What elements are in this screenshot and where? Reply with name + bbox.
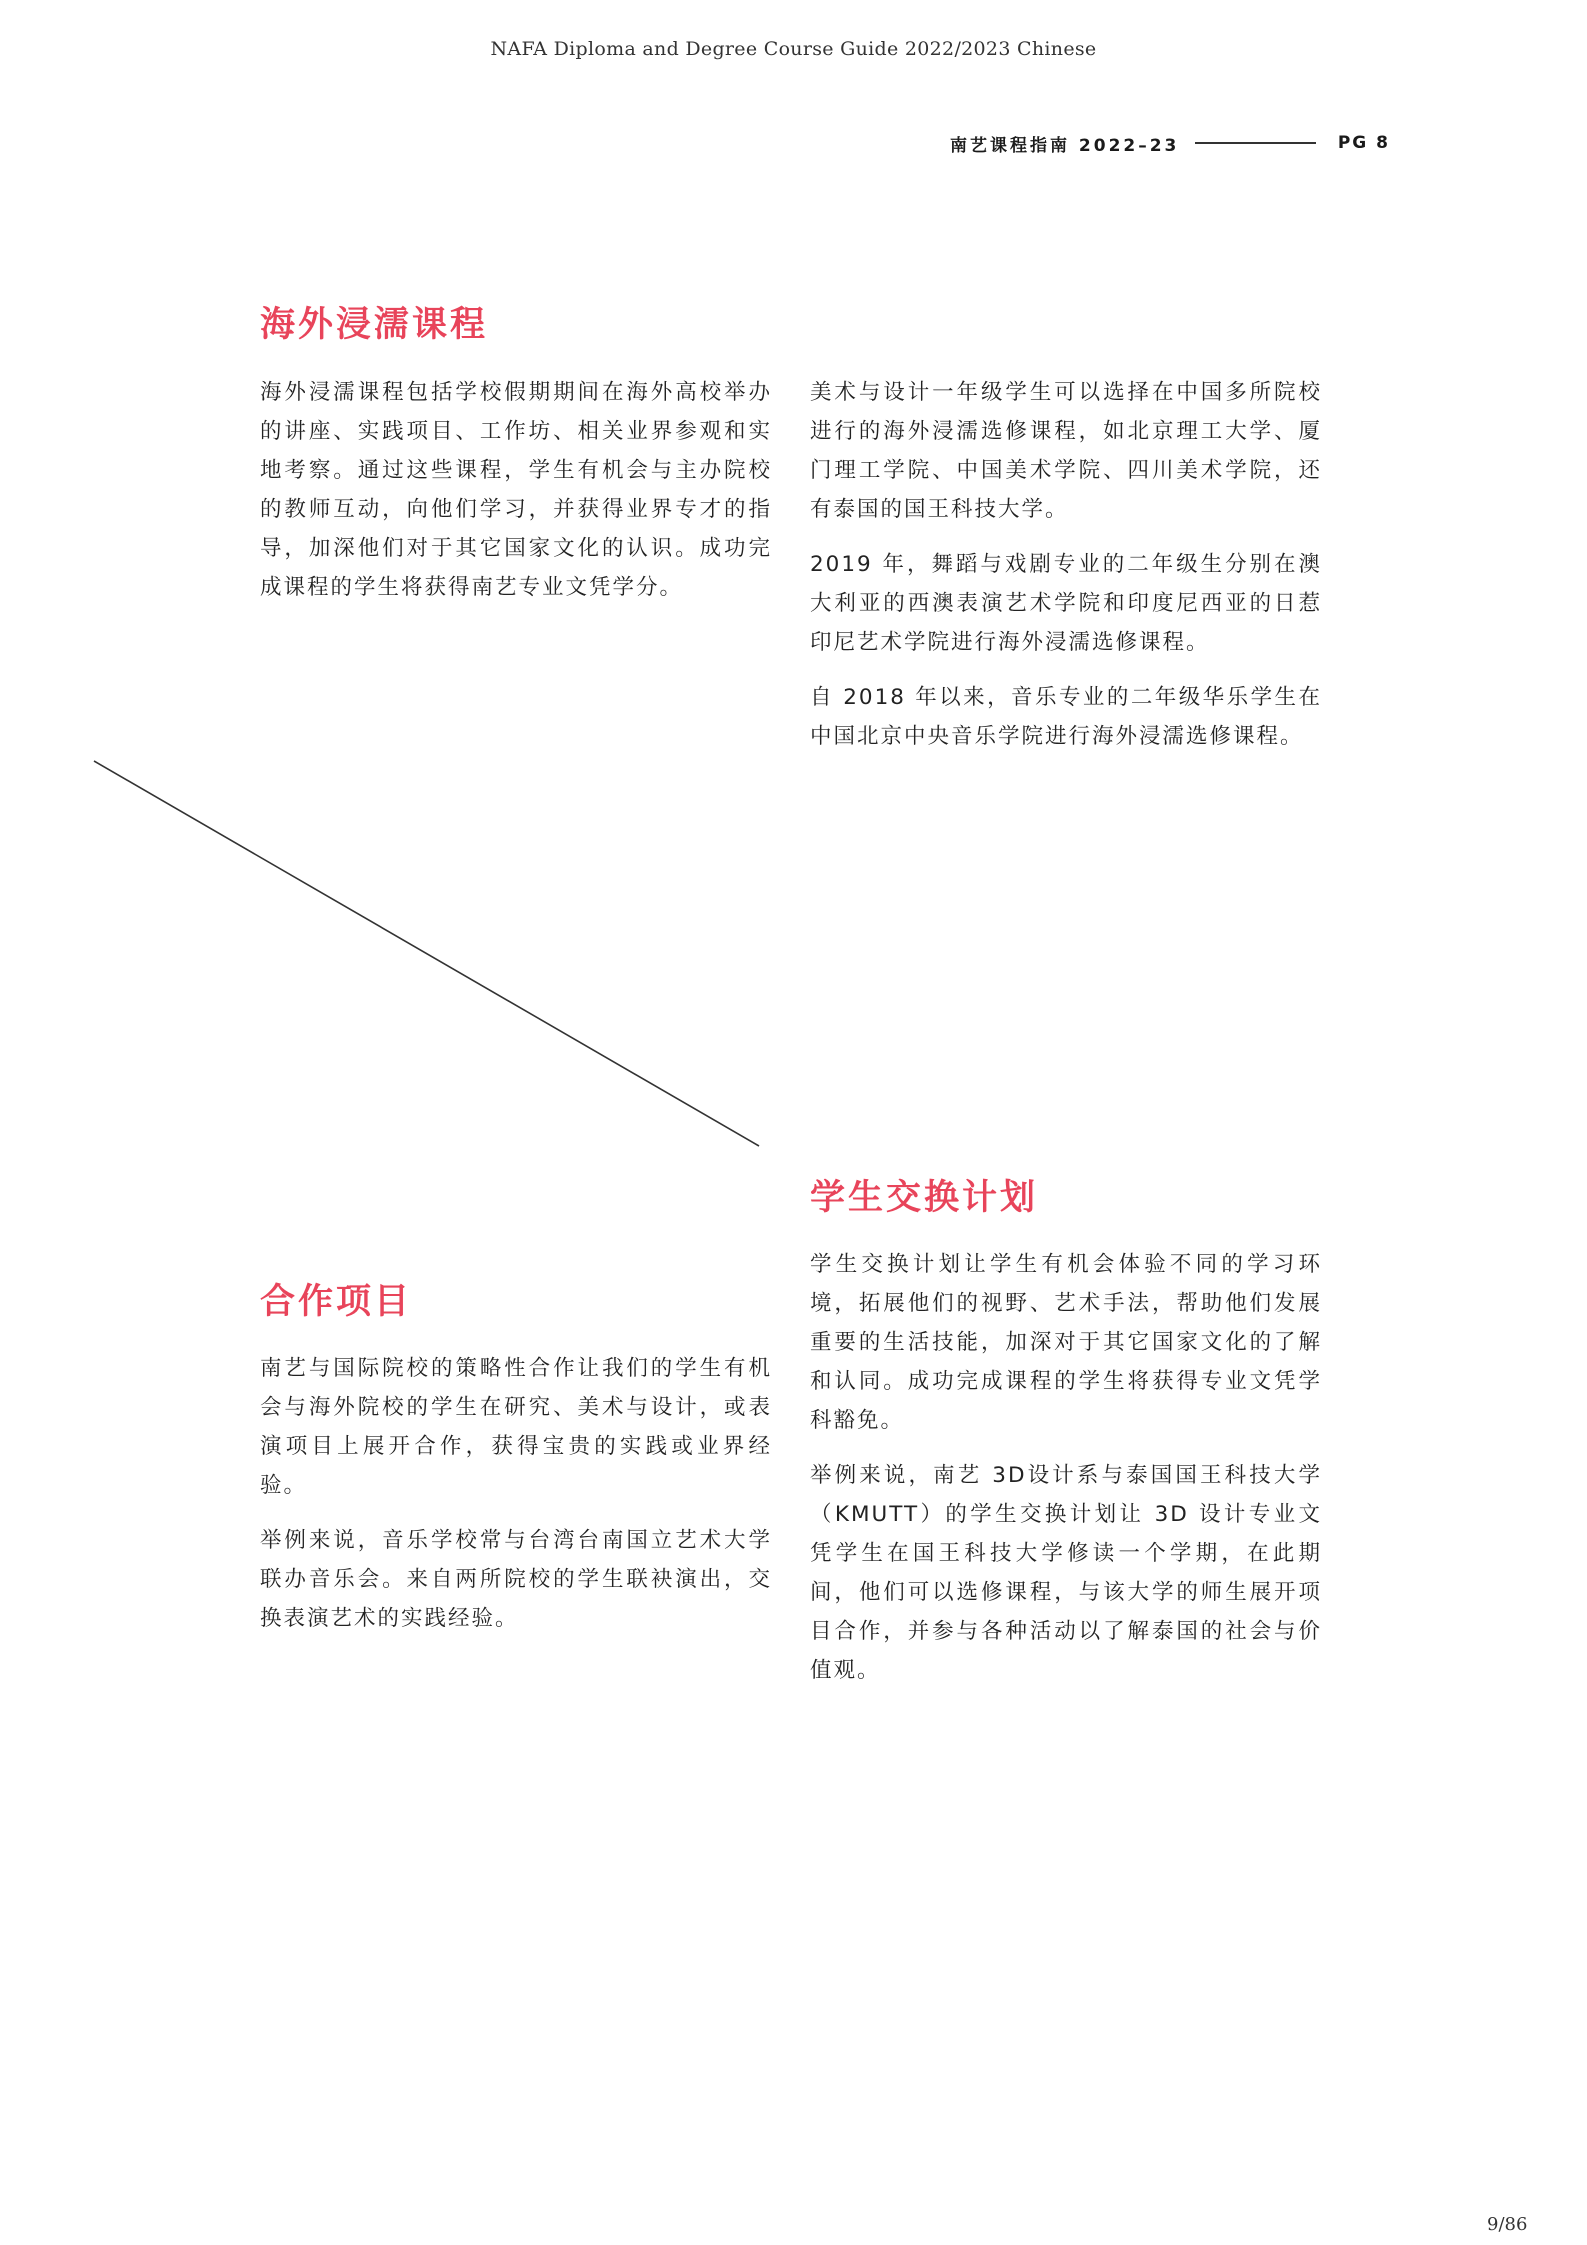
immersion-paragraph-3: 2019 年，舞蹈与戏剧专业的二年级生分别在澳大利亚的西澳表演艺术学院和印度尼西亚的日惹印尼艺术学院进行海外浸濡选修课程。 [810, 552, 1322, 655]
exchange-paragraph-1: 学生交换计划让学生有机会体验不同的学习环境，拓展他们的视野、艺术手法，帮助他们发展重要的生活技能，加深对于其它国家文化的了解和认同。成功完成课程的学生将获得专业文凭学科豁免。 [810, 1252, 1322, 1433]
exchange-column [810, 1245, 1322, 1706]
immersion-heading: 海外浸濡课程 [260, 305, 489, 345]
collaboration-paragraph-1: 南艺与国际院校的策略性合作让我们的学生有机会与海外院校的学生在研究、美术与设计，或表演项目上展开合作，获得宝贵的实践或业界经验。 [260, 1356, 772, 1498]
page-indicator: 9/86 [1487, 2214, 1528, 2235]
collaboration-paragraph-2: 举例来说，音乐学校常与台湾台南国立艺术大学联办音乐会。来自两所院校的学生联袂演出，交换表演艺术的实践经验。 [260, 1528, 772, 1631]
running-header-title: 南艺课程指南 2022–23 [950, 135, 1180, 156]
document-title: NAFA Diploma and Degree Course Guide 2022/2023 Chinese [490, 38, 1097, 60]
immersion-paragraph-2: 美术与设计一年级学生可以选择在中国多所院校进行的海外浸濡选修课程，如北京理工大学、厦门理工学院、中国美术学院、四川美术学院，还有泰国的国王科技大学。 [810, 380, 1322, 522]
immersion-paragraph-4: 自 2018 年以来，音乐专业的二年级华乐学生在中国北京中央音乐学院进行海外浸濡选修课程。 [810, 685, 1322, 749]
exchange-paragraph-2: 举例来说，南艺 3D设计系与泰国国王科技大学（KMUTT）的学生交换计划让 3D 设计专业文凭学生在国王科技大学修读一个学期，在此期间，他们可以选修课程，与该大学的师生展开项目合作，并参与各种活动以了解泰国的社会与价值观。 [810, 1463, 1322, 1683]
immersion-left-column [260, 373, 772, 623]
running-header-page: PG 8 [1337, 133, 1390, 153]
collaboration-heading: 合作项目 [260, 1282, 413, 1322]
running-header [950, 128, 1390, 158]
immersion-paragraph-1: 海外浸濡课程包括学校假期期间在海外高校举办的讲座、实践项目、工作坊、相关业界参观和实地考察。通过这些课程，学生有机会与主办院校的教师互动，向他们学习，并获得业界专才的指导，加深他们对于其它国家文化的认识。成功完成课程的学生将获得南艺专业文凭学分。 [260, 380, 772, 600]
immersion-right-column [810, 373, 1322, 772]
collaboration-column [260, 1349, 772, 1654]
exchange-heading: 学生交换计划 [810, 1178, 1039, 1218]
diagonal-divider-stroke [94, 761, 759, 1146]
running-header-rule [1195, 142, 1315, 144]
